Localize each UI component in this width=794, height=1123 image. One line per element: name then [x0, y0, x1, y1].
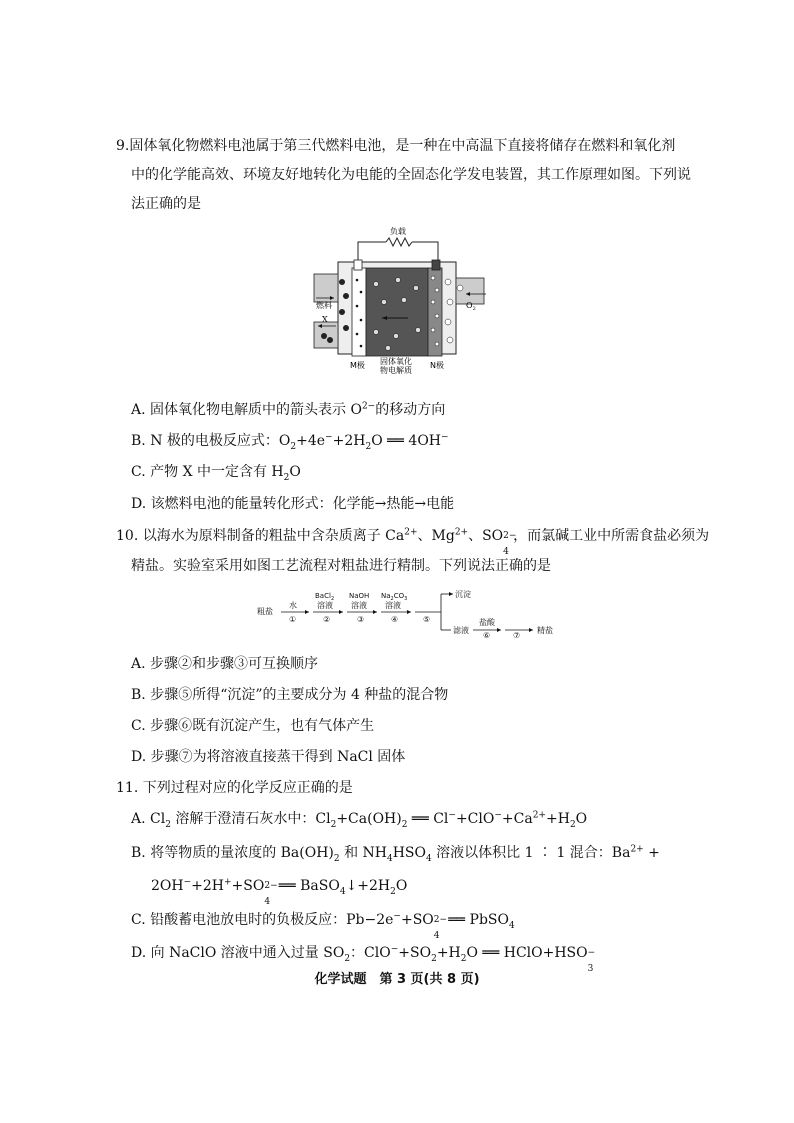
m-electrode-label: M极 — [350, 361, 365, 370]
purification-flowchart — [255, 588, 565, 638]
x-label: X — [322, 315, 328, 324]
q11-option-c: C. 铅酸蓄电池放电时的负极反应：Pb−2e−+SO 2− 4 ══ PbSO$_4$ — [131, 911, 515, 941]
q9-option-c: C. 产物 X 中一定含有 $H_2O$ — [131, 464, 301, 483]
q11-option-b-line2: 2OH−+2H++SO 2− 4 ══ $BaSO_4↓+2H_2O$ — [151, 877, 408, 907]
svg-text:⑥: ⑥ — [483, 631, 491, 638]
fuel-label: 燃料 — [316, 301, 332, 310]
fuel-cell-diagram — [300, 222, 500, 374]
q9-option-a: A. 固体氧化物电解质中的箭头表示 $O^{2-}$的移动方向 — [131, 401, 446, 418]
q10-option-d: D. 步骤⑦为将溶液直接蒸干得到 NaCl 固体 — [131, 749, 406, 765]
electrolyte-label-1: 固体氧化 — [380, 357, 412, 366]
q11-stem: 11. 下列过程对应的化学反应正确的是 — [116, 780, 353, 796]
n-electrode-label: N极 — [430, 361, 444, 370]
q10-stem-line1: 10. 以海水为原料制备的粗盐中含杂质离子 $Ca^{2+}$、$Mg^{2+}$、SO 2− 4 ，而氯碱工业中所需食盐必须为 — [116, 527, 710, 557]
svg-text:①: ① — [289, 615, 297, 624]
load-label: 负载 — [390, 227, 406, 236]
svg-text:④: ④ — [391, 615, 399, 624]
flow-end: 精盐 — [537, 626, 553, 635]
flow-filtrate: 滤液 — [453, 626, 469, 635]
svg-text:③: ③ — [357, 615, 365, 624]
q10-option-c: C. 步骤⑥既有沉淀产生，也有气体产生 — [131, 718, 375, 734]
svg-text:⑦: ⑦ — [513, 631, 521, 638]
svg-text:BaCl2: BaCl$_2$ — [315, 592, 335, 602]
n-electrode — [428, 268, 442, 356]
svg-text:Na2CO3: $Na_2CO_3$ — [381, 592, 408, 602]
q11-option-b-line1: B. 将等物质的量浓度的 $Ba(OH)_2$ 和 $NH_4HSO_4$ 溶液以体积比 1 ∶ 1 混合：$Ba^{2+}$ + — [131, 844, 660, 864]
flow-precipitate: 沉淀 — [455, 590, 471, 599]
q10-stem-line2: 精盐。实验室采用如图工艺流程对粗盐进行精制。下列说法正确的是 — [131, 558, 551, 574]
svg-text:水: 水 — [289, 601, 297, 610]
q9-option-b: B. N 极的电极反应式：$O_2+4e^-+2H_2O$ ══ 4OH− — [131, 432, 449, 452]
q9-stem-line3: 法正确的是 — [131, 196, 201, 212]
q11-option-d: D. 向 NaClO 溶液中通入过量 $SO_2$：$ClO^-+SO_2+H_2O$ ══ HClO+HSO − 3 — [131, 944, 596, 974]
svg-text:溶液: 溶液 — [351, 601, 367, 610]
svg-text:溶液: 溶液 — [317, 601, 333, 610]
flow-start: 粗盐 — [257, 607, 273, 616]
svg-text:②: ② — [323, 615, 331, 624]
electrolyte-label-2: 物电解质 — [380, 366, 412, 374]
svg-text:⑤: ⑤ — [423, 615, 431, 624]
q10-option-a: A. 步骤②和步骤③可互换顺序 — [131, 656, 319, 672]
svg-text:NaOH: NaOH — [349, 592, 370, 600]
page-footer: 化学试题 第 3 页(共 8 页) — [314, 972, 480, 987]
svg-text:盐酸: 盐酸 — [479, 618, 495, 627]
o2-label: $O_2$ — [466, 301, 476, 312]
q9-stem-line1: 9.固体氧化物燃料电池属于第三代燃料电池，是一种在中高温下直接将储存在燃料和氧化剂 — [116, 138, 676, 154]
q9-option-d: D. 该燃料电池的能量转化形式：化学能→热能→电能 — [131, 496, 455, 512]
m-electrode — [352, 268, 366, 356]
q9-stem-line2: 中的化学能高效、环境友好地转化为电能的全固态化学发电装置，其工作原理如图。下列说 — [131, 167, 691, 183]
q10-option-b: B. 步骤⑤所得“沉淀”的主要成分为 4 种盐的混合物 — [131, 687, 449, 703]
q11-option-a: A. $Cl_2$ 溶解于澄清石灰水中：$Cl_2+Ca(OH)_2$ ══ $Cl^-+ClO^-+Ca^{2+}+H_2O$ — [131, 810, 588, 830]
svg-text:溶液: 溶液 — [385, 601, 401, 610]
